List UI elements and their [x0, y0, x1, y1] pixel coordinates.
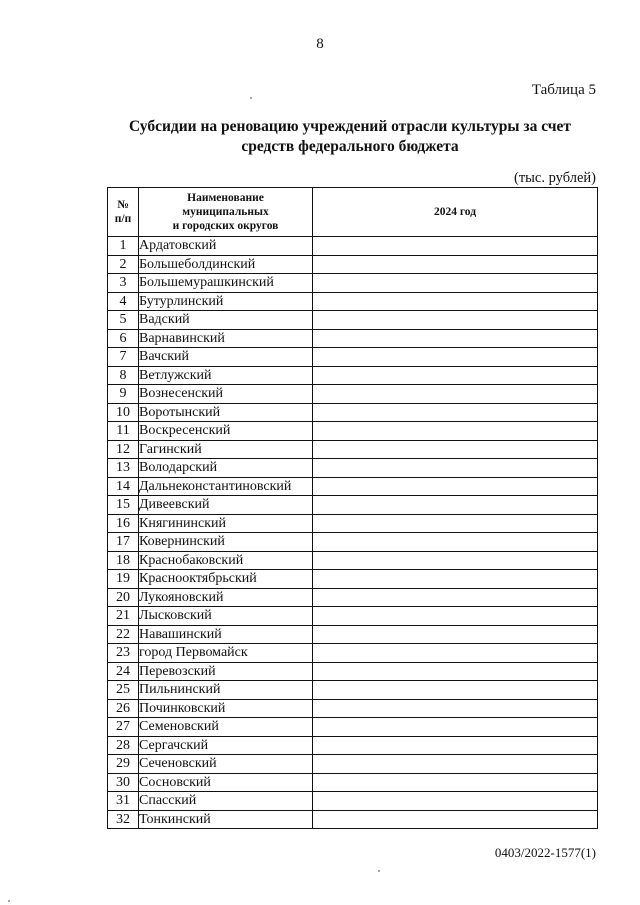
value-2024	[313, 810, 598, 829]
table-row	[108, 625, 598, 644]
unit-note: (тыс. рублей)	[514, 170, 596, 186]
value-2024	[313, 736, 598, 755]
value-2024	[313, 255, 598, 274]
table-row	[108, 422, 598, 441]
municipality-name: Ковернинский	[139, 533, 313, 552]
value-2024	[313, 607, 598, 626]
table-row	[108, 366, 598, 385]
municipality-name: Краснобаковский	[139, 551, 313, 570]
value-2024	[313, 477, 598, 496]
table-row	[108, 459, 598, 478]
row-number: 25	[108, 681, 139, 700]
municipality-name: Воротынский	[139, 403, 313, 422]
row-number: 29	[108, 755, 139, 774]
table-row	[108, 681, 598, 700]
row-number: 22	[108, 625, 139, 644]
value-2024	[313, 570, 598, 589]
table-row	[108, 292, 598, 311]
row-number: 1	[108, 237, 139, 256]
table-row	[108, 588, 598, 607]
table-row	[108, 311, 598, 330]
page-number: 8	[316, 36, 324, 52]
value-2024	[313, 329, 598, 348]
row-number: 11	[108, 422, 139, 441]
value-2024	[313, 496, 598, 515]
table-row	[108, 607, 598, 626]
municipality-name: Сеченовский	[139, 755, 313, 774]
header-municipality-line-1: Наименование	[187, 192, 264, 204]
header-municipality-line-2: муниципальных	[182, 206, 269, 218]
row-number: 13	[108, 459, 139, 478]
header-number-line-1: №	[117, 199, 129, 211]
table-row	[108, 440, 598, 459]
municipality-name: город Первомайск	[139, 644, 313, 663]
header-number	[108, 188, 139, 237]
municipality-name: Починковский	[139, 699, 313, 718]
subsidy-table	[107, 187, 598, 829]
document-code: 0403/2022-1577(1)	[494, 845, 596, 860]
value-2024	[313, 792, 598, 811]
table-row	[108, 329, 598, 348]
table-row	[108, 570, 598, 589]
table-row	[108, 551, 598, 570]
table-row	[108, 644, 598, 663]
municipality-name: Бутурлинский	[139, 292, 313, 311]
value-2024	[313, 311, 598, 330]
value-2024	[313, 755, 598, 774]
row-number: 27	[108, 718, 139, 737]
municipality-name: Большеболдинский	[139, 255, 313, 274]
table-row	[108, 403, 598, 422]
value-2024	[313, 644, 598, 663]
table-row	[108, 662, 598, 681]
value-2024	[313, 422, 598, 441]
municipality-name: Ардатовский	[139, 237, 313, 256]
value-2024	[313, 403, 598, 422]
municipality-name: Варнавинский	[139, 329, 313, 348]
value-2024	[313, 718, 598, 737]
municipality-name: Дивеевский	[139, 496, 313, 515]
row-number: 10	[108, 403, 139, 422]
value-2024	[313, 385, 598, 404]
row-number: 31	[108, 792, 139, 811]
row-number: 17	[108, 533, 139, 552]
table-row	[108, 385, 598, 404]
row-number: 4	[108, 292, 139, 311]
municipality-name: Навашинский	[139, 625, 313, 644]
municipality-name: Лукояновский	[139, 588, 313, 607]
value-2024	[313, 292, 598, 311]
municipality-name: Вадский	[139, 311, 313, 330]
header-year-2024: 2024 год	[313, 188, 598, 237]
row-number: 32	[108, 810, 139, 829]
table-row	[108, 792, 598, 811]
table-row	[108, 237, 598, 256]
municipality-name: Пильнинский	[139, 681, 313, 700]
row-number: 15	[108, 496, 139, 515]
value-2024	[313, 514, 598, 533]
value-2024	[313, 625, 598, 644]
row-number: 24	[108, 662, 139, 681]
value-2024	[313, 699, 598, 718]
table-row	[108, 810, 598, 829]
municipality-name: Сергачский	[139, 736, 313, 755]
municipality-name: Большемурашкинский	[139, 274, 313, 293]
header-number-line-2: п/п	[114, 213, 132, 225]
municipality-name: Володарский	[139, 459, 313, 478]
row-number: 20	[108, 588, 139, 607]
municipality-name: Спасский	[139, 792, 313, 811]
table-label: Таблица 5	[531, 82, 596, 98]
table-row	[108, 699, 598, 718]
row-number: 26	[108, 699, 139, 718]
table-row	[108, 348, 598, 367]
value-2024	[313, 551, 598, 570]
row-number: 3	[108, 274, 139, 293]
table-row	[108, 533, 598, 552]
table-header-row	[108, 188, 598, 237]
table-row	[108, 755, 598, 774]
value-2024	[313, 662, 598, 681]
row-number: 21	[108, 607, 139, 626]
row-number: 23	[108, 644, 139, 663]
row-number: 16	[108, 514, 139, 533]
municipality-name: Вачский	[139, 348, 313, 367]
row-number: 7	[108, 348, 139, 367]
value-2024	[313, 348, 598, 367]
table-row	[108, 718, 598, 737]
value-2024	[313, 237, 598, 256]
municipality-name: Лысковский	[139, 607, 313, 626]
value-2024	[313, 773, 598, 792]
value-2024	[313, 533, 598, 552]
value-2024	[313, 366, 598, 385]
municipality-name: Вознесенский	[139, 385, 313, 404]
table-row	[108, 477, 598, 496]
row-number: 8	[108, 366, 139, 385]
header-municipality-line-3: и городских округов	[172, 220, 279, 232]
row-number: 12	[108, 440, 139, 459]
municipality-name: Княгининский	[139, 514, 313, 533]
header-municipality	[139, 188, 313, 237]
table-row	[108, 773, 598, 792]
row-number: 9	[108, 385, 139, 404]
municipality-name: Ветлужский	[139, 366, 313, 385]
value-2024	[313, 440, 598, 459]
municipality-name: Дальнеконстантиновский	[139, 477, 313, 496]
row-number: 30	[108, 773, 139, 792]
row-number: 19	[108, 570, 139, 589]
row-number: 18	[108, 551, 139, 570]
table-row	[108, 496, 598, 515]
municipality-name: Перевозский	[139, 662, 313, 681]
value-2024	[313, 681, 598, 700]
scan-speck	[8, 900, 10, 902]
table-row	[108, 514, 598, 533]
municipality-name: Гагинский	[139, 440, 313, 459]
row-number: 5	[108, 311, 139, 330]
municipality-name: Краснооктябрьский	[139, 570, 313, 589]
row-number: 6	[108, 329, 139, 348]
title-line-1: Субсидии на реновацию учреждений отрасли культуры за счет	[128, 118, 572, 135]
title-line-2: средств федерального бюджета	[241, 138, 459, 155]
municipality-name: Тонкинский	[139, 810, 313, 829]
value-2024	[313, 459, 598, 478]
table-row	[108, 255, 598, 274]
municipality-name: Воскресенский	[139, 422, 313, 441]
scan-speck	[250, 97, 252, 99]
municipality-name: Семеновский	[139, 718, 313, 737]
row-number: 28	[108, 736, 139, 755]
table-row	[108, 274, 598, 293]
row-number: 14	[108, 477, 139, 496]
municipality-name: Сосновский	[139, 773, 313, 792]
document-title	[90, 117, 610, 157]
table-row	[108, 736, 598, 755]
value-2024	[313, 274, 598, 293]
row-number: 2	[108, 255, 139, 274]
scan-speck	[378, 870, 380, 872]
value-2024	[313, 588, 598, 607]
